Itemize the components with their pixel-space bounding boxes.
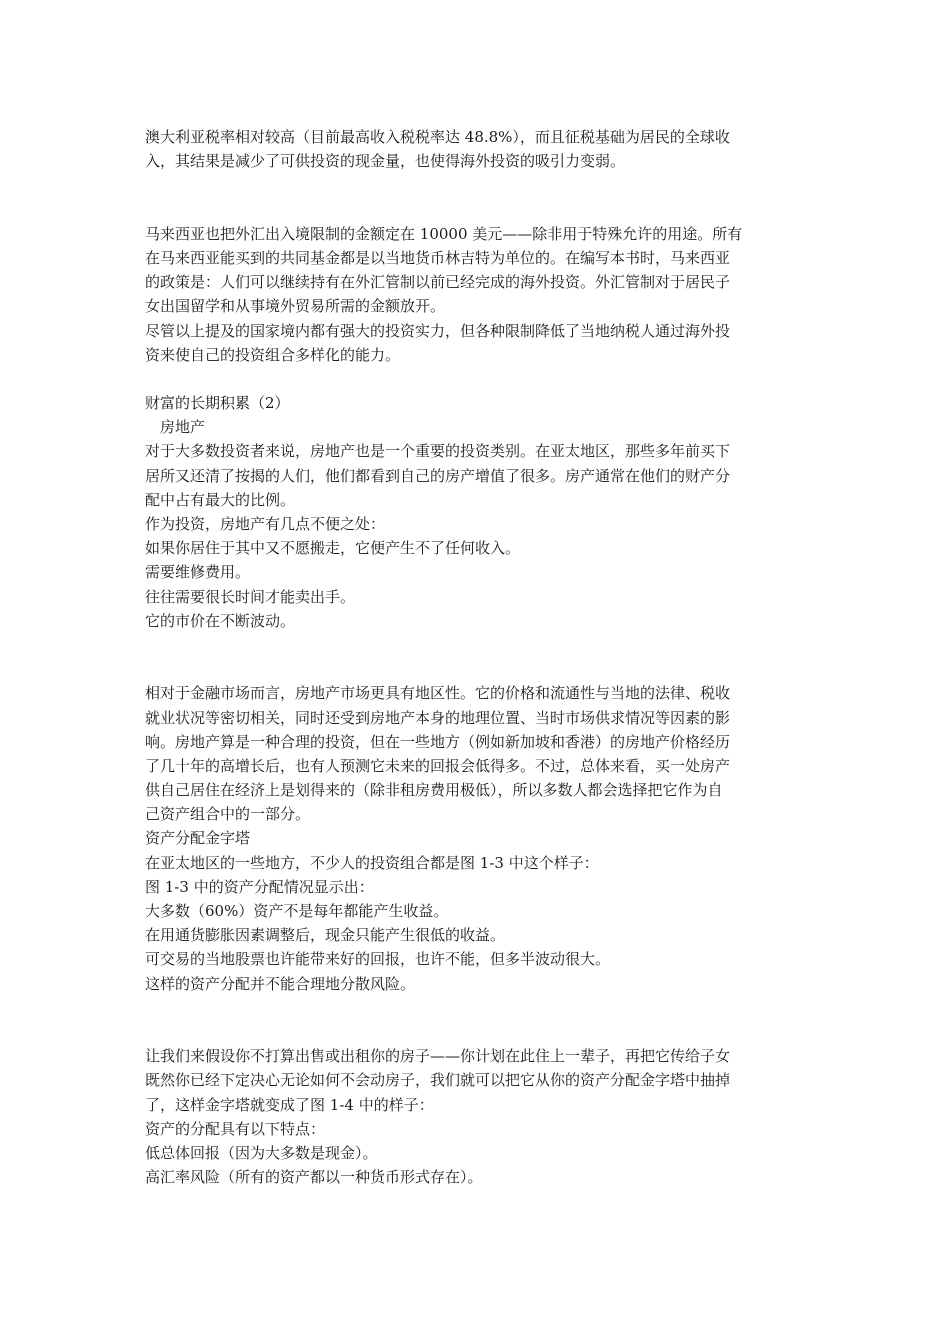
list-item: 大多数（60%）资产不是每年都能产生收益。: [145, 902, 449, 920]
list-item: 可交易的当地股票也许能带来好的回报，也许不能，但多半波动很大。: [145, 950, 611, 969]
text-line: 供自己居住在经济上是划得来的（除非租房费用极低），所以多数人都会选择把它作为自: [145, 781, 723, 800]
text-line: 的政策是：人们可以继续持有在外汇管制以前已经完成的海外投资。外汇管制对于居民子: [145, 273, 731, 292]
text-line: 对于大多数投资者来说，房地产也是一个重要的投资类别。在亚太地区，那些多年前买下: [145, 442, 731, 461]
list-item: 往往需要很长时间才能卖出手。: [145, 587, 356, 606]
text-line: 了几十年的高增长后，也有人预测它未来的回报会低得多。不过，总体来看，买一处房产: [145, 756, 731, 775]
text-line: 居所又还清了按揭的人们，他们都看到自己的房产增值了很多。房产通常在他们的财产分: [145, 466, 731, 485]
text-line: 资产的分配具有以下特点：: [145, 1119, 326, 1138]
list-item: 高汇率风险（所有的资产都以一种货币形式存在）。: [145, 1168, 483, 1187]
blank-line: [145, 367, 810, 391]
text-line: 既然你已经下定决心无论如何不会动房子，我们就可以把它从你的资产分配金字塔中抽掉: [145, 1071, 731, 1090]
section-heading: 资产分配金字塔: [145, 829, 251, 848]
text-line: 马来西亚也把外汇出入境限制的金额定在 10000 美元——除非用于特殊允许的用途。所有: [145, 224, 743, 243]
text-line: 响。房地产算是一种合理的投资，但在一些地方（例如新加坡和香港）的房地产价格经历: [145, 732, 731, 751]
blank-line: [145, 657, 810, 681]
blank-line: [145, 173, 810, 197]
list-item: 它的市价在不断波动。: [145, 611, 296, 630]
blank-line: [145, 1020, 810, 1044]
list-item: 在用通货膨胀因素调整后，现金只能产生很低的收益。: [145, 926, 506, 945]
text-line: 图 1-3 中的资产分配情况显示出：: [145, 877, 374, 896]
subsection-heading: 房地产: [160, 418, 206, 437]
blank-line: [145, 198, 810, 222]
text-line: 在马来西亚能买到的共同基金都是以当地货币林吉特为单位的。在编写本书时，马来西亚: [145, 248, 731, 267]
text-line: 己资产组合中的一部分。: [145, 805, 311, 824]
list-item: 需要维修费用。: [145, 563, 251, 582]
text-line: 入，其结果是减少了可供投资的现金量，也使得海外投资的吸引力变弱。: [145, 152, 626, 171]
section-heading: 财富的长期积累（2）: [145, 394, 290, 413]
blank-line: [145, 633, 810, 657]
text-line: 澳大利亚税率相对较高（目前最高收入税税率达 48.8%），而且征税基础为居民的全球收: [145, 128, 730, 146]
text-line: 就业状况等密切相关，同时还受到房地产本身的地理位置、当时市场供求情况等因素的影: [145, 708, 731, 727]
list-item: 低总体回报（因为大多数是现金）。: [145, 1143, 378, 1162]
text-line: 作为投资，房地产有几点不便之处：: [145, 515, 386, 533]
text-line: 资来使自己的投资组合多样化的能力。: [145, 345, 401, 364]
list-item: 这样的资产分配并不能合理地分散风险。: [145, 974, 416, 993]
text-line: 女出国留学和从事境外贸易所需的金额放开。: [145, 297, 446, 316]
list-item: 如果你居住于其中又不愿搬走，它便产生不了任何收入。: [145, 539, 521, 558]
blank-line: [145, 996, 810, 1020]
text-line: 在亚太地区的一些地方，不少人的投资组合都是图 1-3 中这个样子：: [145, 853, 599, 872]
text-line: 了，这样金字塔就变成了图 1-4 中的样子：: [145, 1095, 434, 1114]
text-line: 配中占有最大的比例。: [145, 490, 296, 509]
document-body: [145, 125, 810, 1189]
text-line: 相对于金融市场而言，房地产市场更具有地区性。它的价格和流通性与当地的法律、税收: [145, 684, 731, 703]
text-line: 让我们来假设你不打算出售或出租你的房子——你计划在此住上一辈子，再把它传给子女: [145, 1047, 731, 1066]
text-line: 尽管以上提及的国家境内都有强大的投资实力，但各种限制降低了当地纳税人通过海外投: [145, 321, 731, 340]
